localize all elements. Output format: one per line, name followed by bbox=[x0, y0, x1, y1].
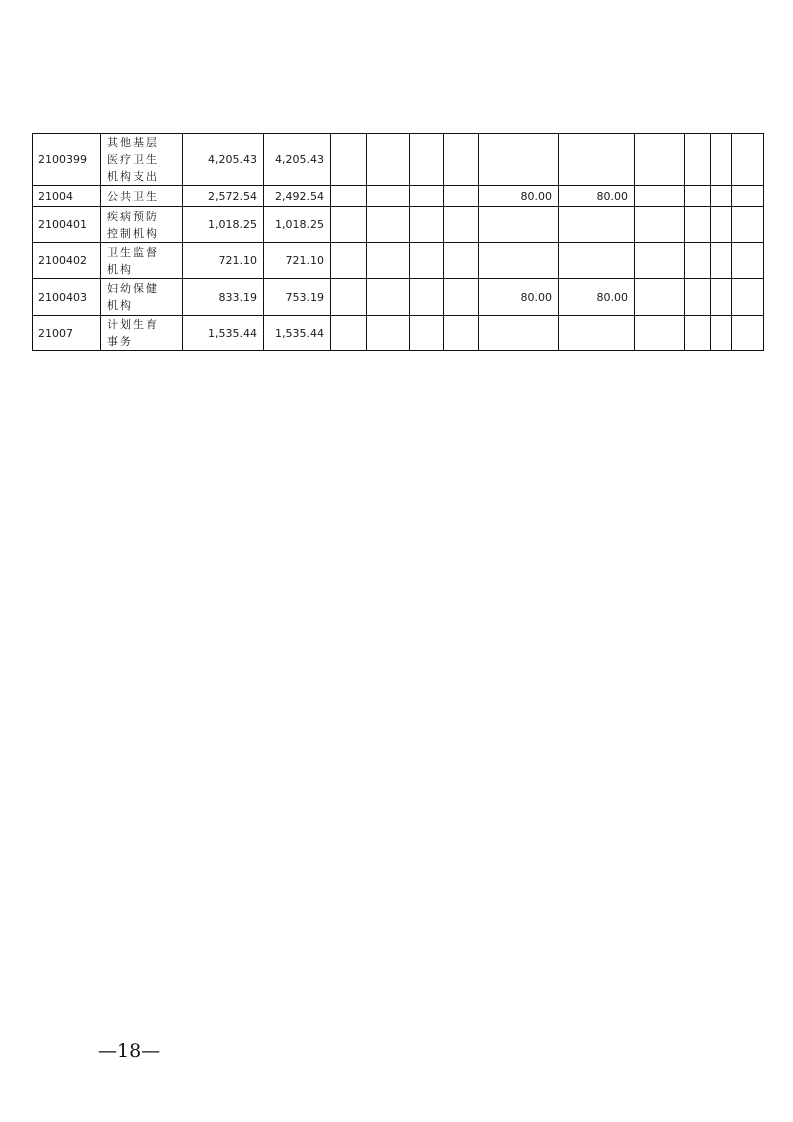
row-code: 2100402 bbox=[33, 243, 101, 279]
value-cell: 753.19 bbox=[264, 279, 331, 316]
value-cell bbox=[635, 186, 685, 207]
value-cell bbox=[331, 243, 367, 279]
value-cell bbox=[331, 134, 367, 186]
value-cell: 1,018.25 bbox=[264, 207, 331, 243]
table-row bbox=[33, 243, 764, 279]
value-cell bbox=[635, 316, 685, 351]
value-cell bbox=[635, 279, 685, 316]
value-cell bbox=[732, 316, 764, 351]
value-cell: 2,492.54 bbox=[264, 186, 331, 207]
value-cell bbox=[367, 243, 410, 279]
value-cell bbox=[367, 186, 410, 207]
value-cell bbox=[711, 243, 732, 279]
value-cell bbox=[732, 134, 764, 186]
row-name: 计划生育事务 bbox=[101, 316, 183, 351]
value-cell bbox=[732, 207, 764, 243]
value-cell bbox=[685, 207, 711, 243]
value-cell bbox=[444, 243, 479, 279]
row-code: 21004 bbox=[33, 186, 101, 207]
row-code: 2100401 bbox=[33, 207, 101, 243]
value-cell: 2,572.54 bbox=[183, 186, 264, 207]
value-cell bbox=[367, 134, 410, 186]
value-cell bbox=[559, 134, 635, 186]
value-cell bbox=[711, 134, 732, 186]
value-cell bbox=[685, 243, 711, 279]
value-cell: 80.00 bbox=[479, 186, 559, 207]
row-name: 其他基层医疗卫生机构支出 bbox=[101, 134, 183, 186]
value-cell bbox=[331, 207, 367, 243]
value-cell bbox=[331, 279, 367, 316]
value-cell bbox=[410, 243, 444, 279]
value-cell bbox=[711, 316, 732, 351]
value-cell bbox=[444, 207, 479, 243]
value-cell: 1,535.44 bbox=[264, 316, 331, 351]
value-cell bbox=[444, 279, 479, 316]
row-code: 21007 bbox=[33, 316, 101, 351]
value-cell: 80.00 bbox=[479, 279, 559, 316]
value-cell: 4,205.43 bbox=[183, 134, 264, 186]
table-row bbox=[33, 279, 764, 316]
row-name: 妇幼保健机构 bbox=[101, 279, 183, 316]
value-cell bbox=[331, 316, 367, 351]
value-cell bbox=[410, 279, 444, 316]
value-cell bbox=[367, 207, 410, 243]
value-cell: 80.00 bbox=[559, 279, 635, 316]
value-cell bbox=[444, 186, 479, 207]
row-code: 2100399 bbox=[33, 134, 101, 186]
value-cell bbox=[685, 134, 711, 186]
page-number: —18— bbox=[98, 1040, 161, 1062]
value-cell: 721.10 bbox=[264, 243, 331, 279]
value-cell: 721.10 bbox=[183, 243, 264, 279]
value-cell: 80.00 bbox=[559, 186, 635, 207]
row-name: 卫生监督机构 bbox=[101, 243, 183, 279]
value-cell bbox=[711, 186, 732, 207]
value-cell bbox=[479, 207, 559, 243]
value-cell bbox=[711, 279, 732, 316]
value-cell bbox=[559, 243, 635, 279]
value-cell bbox=[410, 316, 444, 351]
value-cell bbox=[444, 316, 479, 351]
value-cell bbox=[410, 207, 444, 243]
value-cell bbox=[367, 316, 410, 351]
value-cell bbox=[479, 243, 559, 279]
value-cell bbox=[635, 207, 685, 243]
value-cell bbox=[685, 316, 711, 351]
value-cell bbox=[635, 243, 685, 279]
value-cell bbox=[479, 316, 559, 351]
row-code: 2100403 bbox=[33, 279, 101, 316]
value-cell bbox=[685, 279, 711, 316]
value-cell: 4,205.43 bbox=[264, 134, 331, 186]
table-row bbox=[33, 207, 764, 243]
value-cell bbox=[559, 207, 635, 243]
value-cell bbox=[732, 243, 764, 279]
value-cell bbox=[559, 316, 635, 351]
table-row bbox=[33, 186, 764, 207]
table-row bbox=[33, 316, 764, 351]
value-cell: 833.19 bbox=[183, 279, 264, 316]
value-cell bbox=[410, 134, 444, 186]
budget-table bbox=[32, 133, 764, 351]
value-cell bbox=[367, 279, 410, 316]
value-cell bbox=[410, 186, 444, 207]
value-cell bbox=[711, 207, 732, 243]
value-cell: 1,018.25 bbox=[183, 207, 264, 243]
value-cell bbox=[685, 186, 711, 207]
row-name: 公共卫生 bbox=[101, 186, 183, 207]
value-cell bbox=[635, 134, 685, 186]
table-row bbox=[33, 134, 764, 186]
value-cell: 1,535.44 bbox=[183, 316, 264, 351]
table-body bbox=[33, 134, 764, 351]
value-cell bbox=[331, 186, 367, 207]
value-cell bbox=[444, 134, 479, 186]
value-cell bbox=[732, 279, 764, 316]
value-cell bbox=[732, 186, 764, 207]
value-cell bbox=[479, 134, 559, 186]
row-name: 疾病预防控制机构 bbox=[101, 207, 183, 243]
